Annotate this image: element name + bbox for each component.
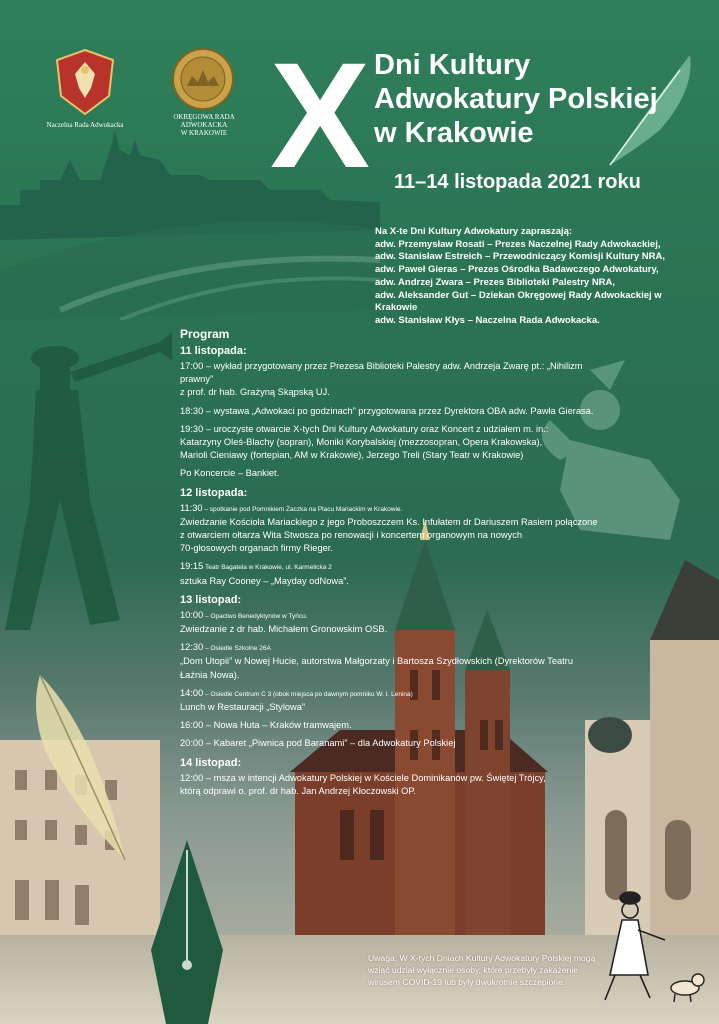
covid-note bbox=[368, 952, 638, 988]
invitation-block bbox=[375, 226, 705, 328]
event-place: – Osiedle Szkolne 26A bbox=[203, 645, 271, 653]
event-line: „Dom Utopii” w Nowej Hucie, autorstwa Małgorzaty i Bartosza Szydłowskich (Dyrektorów Teatru Łaźnia Nowa). bbox=[180, 656, 574, 680]
event-line bbox=[180, 641, 600, 655]
day-heading: 12 listopada: bbox=[180, 486, 248, 499]
event-line: Marioli Cieniawy (fortepian, AM w Krakowie), Jerzego Treli (Stary Teatr w Krakowie) bbox=[180, 450, 524, 461]
ora-medal-logo bbox=[172, 48, 234, 110]
event-line: 17:00 – wykład przygotowany przez Prezesa Biblioteki Palestry adw. Andrzeja Zwarę pt.: „Nihilizm prawny” bbox=[180, 361, 583, 385]
program bbox=[180, 324, 600, 803]
event-line: z prof. dr hab. Grażyną Skąpską UJ. bbox=[180, 387, 330, 398]
event-place: – spotkanie pod Pomnikiem Żaczka na Placu Mariackim w Krakowie. bbox=[202, 505, 403, 513]
event-line: którą odprawi o. prof. dr hab. Jan Andrzej Kłoczowski OP. bbox=[180, 785, 416, 796]
program-event: Po Koncercie – Bankiet. bbox=[180, 468, 280, 479]
host-item: adw. Aleksander Gut – Dziekan Okręgowej Rady Adwokackiej w Krakowie bbox=[375, 289, 662, 314]
program-event: 16:00 – Nowa Huta – Kraków tramwajem. bbox=[180, 720, 352, 731]
event-line: sztuka Ray Cooney – „Mayday odNowa”. bbox=[180, 575, 349, 586]
nra-logo-label: Naczelna Rada Adwokacka bbox=[46, 121, 124, 129]
event-line: Lunch w Restauracji „Stylowa” bbox=[180, 702, 306, 713]
trumpeter-silhouette bbox=[0, 320, 180, 650]
ora-logo-label-line1: OKRĘGOWA RADA ADWOKACKA bbox=[173, 113, 235, 130]
event-line: Zwiedzanie Kościoła Mariackiego z jego Proboszczem Ks. Infułatem dr Dariuszem Rasiem połączone bbox=[180, 516, 598, 527]
event-place: – Opactwo Benedyktynów w Tyńcu. bbox=[203, 612, 308, 620]
program-event bbox=[180, 360, 600, 400]
ora-logo-label-line2: W KRAKOWIE bbox=[180, 129, 228, 138]
program-heading: Program bbox=[180, 327, 230, 341]
event-line: Katarzyny Oleś-Blachy (sopran), Moniki Korybalskiej (mezzosopran, Opera Krakowska), bbox=[180, 437, 543, 448]
host-item: adw. Stanisław Kłys – Naczelna Rada Adwokacka. bbox=[375, 314, 600, 326]
event-line: z otwarciem ołtarza Wita Stwosza po renowacji i koncertem organowym na nowych bbox=[180, 530, 523, 541]
title-line-3: w Krakowie bbox=[374, 117, 534, 149]
title-line-2: Adwokatury Polskiej bbox=[374, 83, 658, 115]
note-line: wirusem COVID-19 lub były dwukrotnie szczepione. bbox=[368, 977, 566, 987]
event-time: 19:15 bbox=[180, 561, 204, 572]
nra-crest-logo bbox=[55, 48, 115, 116]
event-time: 11:30 bbox=[180, 502, 203, 513]
event-time: 10:00 bbox=[180, 609, 204, 620]
event-line bbox=[180, 609, 600, 623]
program-event bbox=[180, 687, 600, 714]
note-line: wziąć udział wyłącznie osoby, które przebyły zakażenie bbox=[368, 965, 579, 975]
day-heading: 11 listopada: bbox=[180, 345, 247, 357]
program-event bbox=[180, 423, 600, 463]
pen-nib-icon bbox=[148, 840, 226, 1024]
feather-quill-icon bbox=[25, 670, 135, 870]
event-time: 14:00 bbox=[180, 687, 204, 698]
program-event bbox=[180, 560, 600, 587]
event-place: – Osiedle Centrum C 3 (obok miejsca po dawnym pomniku W. I. Lenina) bbox=[203, 690, 413, 698]
host-item: adw. Andrzej Zwara – Prezes Biblioteki Palestry NRA, bbox=[375, 276, 616, 288]
event-dates: 11–14 listopada 2021 roku bbox=[394, 171, 641, 193]
program-event bbox=[180, 609, 600, 636]
program-event bbox=[180, 641, 600, 682]
lawyer-cartoon bbox=[590, 880, 710, 1010]
title-line-1: Dni Kultury bbox=[374, 49, 531, 81]
host-item: adw. Przemysław Rosati – Prezes Naczelnej Rady Adwokackiej, bbox=[375, 238, 661, 250]
day-heading: 14 listopad: bbox=[180, 756, 242, 769]
event-line: Zwiedzanie z dr hab. Michałem Gronowskim OSB. bbox=[180, 624, 388, 635]
event-line bbox=[180, 687, 600, 701]
event-line: 12:00 – msza w intencji Adwokatury Polskiej w Kościele Dominikanów pw. Świętej Trójcy, bbox=[180, 772, 546, 783]
day-heading: 13 listopad: bbox=[180, 593, 242, 606]
event-line bbox=[180, 502, 600, 516]
event-title bbox=[374, 48, 658, 150]
event-line bbox=[180, 560, 600, 574]
program-event: 20:00 – Kabaret „Piwnica pod Baranami” – dla Adwokatury Polskiej bbox=[180, 738, 456, 749]
invitation-intro: Na X-te Dni Kultury Adwokatury zapraszają: bbox=[375, 226, 573, 237]
event-time: 12:30 bbox=[180, 642, 204, 653]
program-event: 18:30 – wystawa „Adwokaci po godzinach” przygotowana przez Dyrektora OBA adw. Pawła Gierasa. bbox=[180, 405, 594, 416]
event-line: 70-głosowych organach firmy Rieger. bbox=[180, 543, 333, 554]
program-event bbox=[180, 772, 600, 798]
program-event bbox=[180, 502, 600, 556]
note-line: Uwaga: W X-tych Dniach Kultury Adwokatury Polskiej mogą bbox=[368, 953, 596, 963]
title-numeral: X bbox=[270, 31, 371, 199]
host-item: adw. Paweł Gieras – Prezes Ośrodka Badawczego Adwokatury, bbox=[375, 264, 659, 276]
event-line: 19:30 – uroczyste otwarcie X-tych Dni Kultury Adwokatury oraz Koncert z udziałem m. in.: bbox=[180, 423, 549, 434]
host-item: adw. Stanisław Estreich – Przewodniczący Komisji Kultury NRA, bbox=[375, 251, 666, 263]
event-place: Teatr Bagatela w Krakowie, ul. Karmelicka 2 bbox=[203, 564, 332, 572]
